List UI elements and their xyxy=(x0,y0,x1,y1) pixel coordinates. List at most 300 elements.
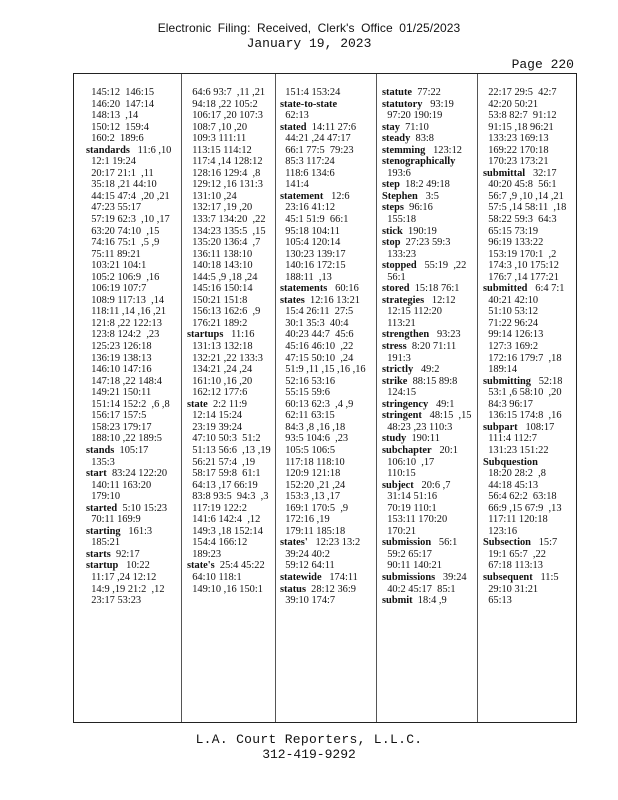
index-entry-line xyxy=(280,457,375,469)
page-line-refs: 153:19 170:1 ,2 xyxy=(483,248,557,260)
index-entry-line xyxy=(280,272,375,284)
index-entry xyxy=(382,480,476,492)
page-line-refs: 133:23 169:13 xyxy=(483,133,549,145)
index-entry xyxy=(483,283,575,295)
index-entry-line xyxy=(280,503,375,515)
index-headword: submittal xyxy=(483,167,526,179)
index-entry-line xyxy=(280,306,375,318)
index-entry-line xyxy=(86,514,180,526)
index-entry-line xyxy=(86,537,180,549)
index-entry-line xyxy=(280,433,375,445)
index-entry-line xyxy=(382,249,476,261)
page-line-refs: 59:12 64:11 xyxy=(280,560,335,572)
page-line-refs: 123:8 124:2 ,23 xyxy=(86,329,160,341)
index-entry-line xyxy=(382,584,476,596)
index-entry xyxy=(382,156,476,168)
index-entry-line xyxy=(280,133,375,145)
index-headword: strictly xyxy=(382,364,414,376)
index-entry xyxy=(382,399,476,411)
index-entry-line xyxy=(280,202,375,214)
index-entry-line xyxy=(483,237,575,249)
index-entry-line xyxy=(483,145,575,157)
page-line-refs: 51:10 53:12 xyxy=(483,306,539,318)
page-line-refs: 20:17 21:1 ,11 xyxy=(86,167,154,179)
page-line-refs: 74:16 75:1 ,5 ,9 xyxy=(86,237,160,249)
index-entry-line xyxy=(382,353,476,365)
index-entry xyxy=(382,537,476,549)
page-line-refs: 49:2 xyxy=(413,364,440,376)
page-line-refs: 176:21 189:2 xyxy=(187,317,248,329)
page-line-refs: 92:17 xyxy=(110,548,140,560)
index-headword: startups xyxy=(187,329,224,341)
index-headword: stored xyxy=(382,283,410,295)
index-entry-line xyxy=(187,457,275,469)
page-line-refs: 150:21 151:8 xyxy=(187,294,248,306)
page-line-refs: 11:5 xyxy=(532,571,559,583)
index-headword: statewide xyxy=(280,571,322,583)
index-headword: status xyxy=(280,583,306,595)
page-line-refs: 170:21 xyxy=(382,525,417,537)
page-line-refs: 30:1 35:3 40:4 xyxy=(280,317,349,329)
index-entry-line xyxy=(86,595,180,607)
index-entry-line xyxy=(483,549,575,561)
column-divider xyxy=(376,74,377,722)
index-entry-line xyxy=(483,202,575,214)
page-line-refs: 106:17 ,20 107:3 xyxy=(187,110,263,122)
page-line-refs: 56:21 57:4 ,19 xyxy=(187,456,256,468)
index-entry-line xyxy=(483,87,575,99)
index-entry-line xyxy=(280,410,375,422)
page-line-refs: 94:18 ,22 105:2 xyxy=(187,98,258,110)
index-frame xyxy=(73,73,577,723)
index-entry xyxy=(280,295,375,307)
page-line-refs: 52:18 xyxy=(530,375,563,387)
index-entry-line xyxy=(382,306,476,318)
index-entry-line xyxy=(187,99,275,111)
page-line-refs: 108:9 117:13 ,14 xyxy=(86,294,165,306)
page-line-refs: 19:1 65:7 ,22 xyxy=(483,548,546,560)
index-entry-line xyxy=(187,179,275,191)
page-line-refs: 83:24 122:20 xyxy=(106,468,168,480)
index-entry xyxy=(382,179,476,191)
index-entry-line xyxy=(483,433,575,445)
index-entry-line xyxy=(86,179,180,191)
page-line-refs: 151:4 153:24 xyxy=(280,87,341,98)
index-entry xyxy=(382,410,476,422)
page-line-refs: 117:4 ,14 128:12 xyxy=(187,156,263,168)
index-entry xyxy=(280,572,375,584)
page-line-refs: 51:9 ,11 ,15 ,16 ,16 xyxy=(280,364,366,376)
page-line-refs: 11:6 ,10 xyxy=(129,144,172,156)
page-line-refs: 59:2 65:17 xyxy=(382,548,432,560)
index-entry xyxy=(280,122,375,134)
index-headword: standards xyxy=(86,144,130,156)
page-line-refs: 179:11 185:18 xyxy=(280,525,346,537)
index-headword: stringent xyxy=(382,410,422,422)
page-line-refs: 140:11 163:20 xyxy=(86,479,152,491)
index-headword: stay xyxy=(382,121,400,133)
index-entry xyxy=(86,445,180,457)
index-headword: statute xyxy=(382,87,413,98)
page-line-refs: 52:16 53:16 xyxy=(280,375,336,387)
page-line-refs: 108:17 xyxy=(517,421,555,433)
page-line-refs: 109:3 111:11 xyxy=(187,133,247,145)
index-entry xyxy=(382,87,476,99)
index-entry-line xyxy=(280,110,375,122)
index-entry xyxy=(280,584,375,596)
column-divider xyxy=(181,74,182,722)
page-line-refs: 117:19 122:2 xyxy=(187,502,247,514)
index-entry-line xyxy=(280,376,375,388)
page-line-refs: 88:15 89:8 xyxy=(407,375,458,387)
index-entry-line xyxy=(86,341,180,353)
page-line-refs: 14:11 27:6 xyxy=(306,121,357,133)
index-entry xyxy=(483,572,575,584)
index-headword: subchapter xyxy=(382,444,432,456)
index-headword: Stephen xyxy=(382,190,418,202)
page-line-refs: 117:11 120:18 xyxy=(483,514,548,526)
index-entry xyxy=(483,457,575,469)
page-line-refs: 90:11 140:21 xyxy=(382,560,442,572)
page-line-refs: 158:23 179:17 xyxy=(86,421,152,433)
index-entry-line xyxy=(187,491,275,503)
index-entry-line xyxy=(483,122,575,134)
page-line-refs: 121:8 ,22 122:13 xyxy=(86,317,162,329)
page-line-refs: 12:12 xyxy=(424,294,456,306)
index-entry-line xyxy=(280,480,375,492)
page-line-refs: 188:10 ,22 189:5 xyxy=(86,433,162,445)
index-entry xyxy=(382,202,476,214)
index-entry-line xyxy=(187,549,275,561)
index-entry-line xyxy=(187,341,275,353)
index-entry xyxy=(86,145,180,157)
page-line-refs: 190:19 xyxy=(402,225,437,237)
page-line-refs: 66:9 ,15 67:9 ,13 xyxy=(483,502,562,514)
index-entry-line xyxy=(187,376,275,388)
page-line-refs: 62:11 63:15 xyxy=(280,410,335,422)
index-entry-line xyxy=(483,191,575,203)
page-line-refs: 63:20 74:10 ,15 xyxy=(86,225,160,237)
index-entry-line xyxy=(382,110,476,122)
page-line-refs: 12:15 112:20 xyxy=(382,306,442,318)
page-line-refs: 134:21 ,24 ,24 xyxy=(187,364,253,376)
page-line-refs: 172:16 179:7 ,18 xyxy=(483,352,562,364)
index-column-1 xyxy=(86,87,180,715)
index-entry xyxy=(382,145,476,157)
index-entry-line xyxy=(187,260,275,272)
page-line-refs: 75:11 89:21 xyxy=(86,248,141,260)
index-entry-line xyxy=(382,526,476,538)
page-line-refs: 131:10 ,24 xyxy=(187,190,237,202)
page-line-refs: 135:3 xyxy=(86,456,115,468)
index-entry-line xyxy=(483,156,575,168)
index-entry-line xyxy=(280,237,375,249)
page-line-refs: 105:5 106:5 xyxy=(280,444,336,456)
index-entry-line xyxy=(280,595,375,607)
page-line-refs: 169:22 170:18 xyxy=(483,144,549,156)
index-entry-line xyxy=(86,110,180,122)
page-line-refs: 65:13 xyxy=(483,595,512,607)
index-entry-line xyxy=(187,526,275,538)
index-entry-line xyxy=(187,503,275,515)
index-entry-line xyxy=(86,410,180,422)
page-line-refs: 15:7 xyxy=(530,537,558,549)
index-headword: step xyxy=(382,179,400,191)
index-entry-line xyxy=(483,468,575,480)
page-line-refs: 12:23 13:2 xyxy=(307,537,361,549)
page-line-refs: 31:14 51:16 xyxy=(382,491,438,503)
index-entry-line xyxy=(483,272,575,284)
index-entry-line xyxy=(187,480,275,492)
index-entry-line xyxy=(86,133,180,145)
index-entry xyxy=(382,99,476,111)
page-line-refs: 93:23 xyxy=(429,329,461,341)
index-entry-line xyxy=(86,295,180,307)
index-entry-line xyxy=(187,110,275,122)
index-entry-line xyxy=(187,445,275,457)
index-entry-line xyxy=(280,260,375,272)
page-line-refs: 20:1 xyxy=(431,444,458,456)
index-entry-line xyxy=(187,145,275,157)
index-headword: start xyxy=(86,468,107,480)
page-line-refs: 11:16 xyxy=(223,329,255,341)
page-number: Page 220 xyxy=(511,57,574,72)
index-entry xyxy=(382,226,476,238)
page-line-refs: 18:20 28:2 ,8 xyxy=(483,468,546,480)
index-entry-line xyxy=(187,572,275,584)
page-line-refs: 53:1 ,6 58:10 ,20 xyxy=(483,387,562,399)
page-line-refs: 71:22 96:24 xyxy=(483,317,539,329)
index-entry-line xyxy=(280,341,375,353)
page-line-refs: 44:15 47:4 ,20 ,21 xyxy=(86,190,170,202)
index-headword: stop xyxy=(382,237,401,249)
index-entry-line xyxy=(187,410,275,422)
index-entry-line xyxy=(280,445,375,457)
index-entry-line xyxy=(86,399,180,411)
page-line-refs: 113:21 xyxy=(382,317,416,329)
page-line-refs: 28:12 36:9 xyxy=(305,583,356,595)
page-line-refs: 39:24 xyxy=(435,571,467,583)
index-entry xyxy=(382,329,476,341)
page-line-refs: 11:17 ,24 12:12 xyxy=(86,571,157,583)
page-line-refs: 162:12 177:6 xyxy=(187,387,248,399)
index-headword: stick xyxy=(382,225,403,237)
index-entry xyxy=(86,468,180,480)
page-line-refs: 64:13 ,17 66:19 xyxy=(187,479,258,491)
index-entry xyxy=(382,133,476,145)
index-entry-line xyxy=(86,168,180,180)
page-line-refs: 57:5 ,14 58:11 ,18 xyxy=(483,202,567,214)
page-line-refs: 123:12 xyxy=(425,144,462,156)
index-entry xyxy=(382,341,476,353)
index-entry-line xyxy=(86,283,180,295)
index-entry-line xyxy=(382,168,476,180)
page-line-refs: 151:14 152:2 ,6 ,8 xyxy=(86,398,170,410)
index-entry-line xyxy=(382,387,476,399)
index-entry-line xyxy=(187,283,275,295)
index-entry-line xyxy=(86,422,180,434)
page-line-refs: 133:23 xyxy=(382,248,417,260)
index-entry-line xyxy=(86,329,180,341)
index-entry-line xyxy=(187,306,275,318)
page-line-refs: 47:15 50:10 ,24 xyxy=(280,352,354,364)
page-line-refs: 39:24 40:2 xyxy=(280,548,330,560)
index-entry-line xyxy=(280,560,375,572)
index-entry-line xyxy=(280,214,375,226)
page-line-refs: 5:10 15:23 xyxy=(117,502,168,514)
page-line-refs: 145:16 150:14 xyxy=(187,283,253,295)
index-entry xyxy=(382,445,476,457)
page-line-refs: 149:3 ,18 152:14 xyxy=(187,525,263,537)
index-entry-line xyxy=(86,572,180,584)
page-line-refs: 53:8 82:7 91:12 xyxy=(483,110,557,122)
index-entry-line xyxy=(280,329,375,341)
page-line-refs: 12:1 19:24 xyxy=(86,156,136,168)
page-line-refs: 147:18 ,22 148:4 xyxy=(86,375,162,387)
page-line-refs: 65:15 73:19 xyxy=(483,225,539,237)
index-entry-line xyxy=(483,249,575,261)
index-entry-line xyxy=(483,295,575,307)
index-headword: steady xyxy=(382,133,411,145)
page-line-refs: 44:18 45:13 xyxy=(483,479,539,491)
page-line-refs: 188:11 ,13 xyxy=(280,271,332,283)
index-entry-line xyxy=(187,433,275,445)
index-entry-line xyxy=(86,202,180,214)
page-line-refs: 60:16 xyxy=(327,283,359,295)
page-line-refs: 64:10 118:1 xyxy=(187,571,242,583)
page-line-refs: 103:21 104:1 xyxy=(86,260,147,272)
index-entry-line xyxy=(280,387,375,399)
index-entry-line xyxy=(483,410,575,422)
page-line-refs: 105:17 xyxy=(114,444,149,456)
index-entry-line xyxy=(483,387,575,399)
page-line-refs: 42:20 50:21 xyxy=(483,98,539,110)
index-entry-line xyxy=(86,272,180,284)
index-entry-line xyxy=(187,226,275,238)
index-entry-line xyxy=(280,87,375,99)
index-entry-line xyxy=(483,364,575,376)
page-line-refs: 127:3 169:2 xyxy=(483,341,539,353)
index-entry-line xyxy=(187,353,275,365)
page-line-refs: 136:15 174:8 ,16 xyxy=(483,410,562,422)
page-line-refs: 96:16 xyxy=(403,202,433,214)
page-line-refs: 136:19 138:13 xyxy=(86,352,152,364)
page-line-refs: 153:11 170:20 xyxy=(382,514,448,526)
index-entry xyxy=(483,537,575,549)
page-line-refs: 105:4 120:14 xyxy=(280,237,341,249)
index-entry-line xyxy=(280,422,375,434)
index-entry-line xyxy=(483,480,575,492)
index-entry-line xyxy=(483,399,575,411)
page-line-refs: 84:3 ,8 ,16 ,18 xyxy=(280,421,346,433)
index-headword: Subquestion xyxy=(483,456,538,468)
page-line-refs: 18:4 ,9 xyxy=(412,595,447,607)
index-entry-line xyxy=(187,168,275,180)
index-entry-line xyxy=(483,226,575,238)
index-entry-line xyxy=(483,491,575,503)
index-entry-line xyxy=(86,122,180,134)
page-line-refs: 51:13 56:6 ,13 ,19 xyxy=(187,444,271,456)
page-line-refs: 123:16 xyxy=(483,525,518,537)
index-entry-line xyxy=(86,353,180,365)
index-entry-line xyxy=(280,249,375,261)
page-line-refs: 176:7 ,14 177:21 xyxy=(483,271,559,283)
page-line-refs: 117:18 118:10 xyxy=(280,456,345,468)
index-headword: submission xyxy=(382,537,432,549)
page-line-refs: 85:3 117:24 xyxy=(280,156,335,168)
page-line-refs: 118:11 ,14 ,16 ,21 xyxy=(86,306,167,318)
page-line-refs: 120:9 121:18 xyxy=(280,468,341,480)
column-divider xyxy=(275,74,276,722)
index-entry-line xyxy=(187,514,275,526)
page-line-refs: 128:16 129:4 ,8 xyxy=(187,167,261,179)
page-line-refs: 77:22 xyxy=(412,87,441,98)
index-column-3 xyxy=(280,87,375,715)
page-line-refs: 23:16 41:12 xyxy=(280,202,336,214)
index-entry-line xyxy=(187,249,275,261)
index-headword: state xyxy=(187,398,208,410)
index-entry-line xyxy=(86,376,180,388)
index-headword: submissions xyxy=(382,571,436,583)
page-line-refs: 56:4 62:2 63:18 xyxy=(483,491,557,503)
index-headword: subsequent xyxy=(483,571,533,583)
index-entry-line xyxy=(280,526,375,538)
page-line-refs: 148:13 ,14 xyxy=(86,110,139,122)
index-entry-line xyxy=(483,179,575,191)
page-line-refs: 40:21 42:10 xyxy=(483,294,539,306)
page-line-refs: 12:6 xyxy=(323,190,350,202)
index-entry-line xyxy=(86,249,180,261)
page-line-refs: 105:2 106:9 ,16 xyxy=(86,271,160,283)
index-entry-line xyxy=(483,514,575,526)
index-headword: Subsection xyxy=(483,537,531,549)
page-line-refs: 132:17 ,19 ,20 xyxy=(187,202,253,214)
index-entry-line xyxy=(280,353,375,365)
index-column-4 xyxy=(382,87,476,715)
index-headword: startup xyxy=(86,560,119,572)
page-line-refs: 10:22 xyxy=(118,560,150,572)
page-line-refs: 174:11 xyxy=(321,571,358,583)
page-line-refs: 40:23 44:7 45:6 xyxy=(280,329,354,341)
index-entry xyxy=(86,526,180,538)
index-entry-line xyxy=(382,318,476,330)
page-line-refs: 174:3 ,10 175:12 xyxy=(483,260,559,272)
index-entry-line xyxy=(483,595,575,607)
page-line-refs: 124:15 xyxy=(382,387,417,399)
page-line-refs: 47:23 55:17 xyxy=(86,202,142,214)
index-entry-line xyxy=(483,260,575,272)
index-entry-line xyxy=(280,318,375,330)
index-entry xyxy=(382,295,476,307)
index-entry-line xyxy=(280,549,375,561)
page-line-refs: 132:21 ,22 133:3 xyxy=(187,352,263,364)
index-entry xyxy=(382,191,476,203)
index-entry-line xyxy=(86,364,180,376)
index-entry-line xyxy=(86,433,180,445)
page-line-refs: 44:21 ,24 47:17 xyxy=(280,133,351,145)
index-entry xyxy=(187,329,275,341)
page-line-refs: 83:8 93:5 94:3 ,3 xyxy=(187,491,269,503)
page-line-refs: 134:23 135:5 ,15 xyxy=(187,225,266,237)
page-line-refs: 67:18 113:13 xyxy=(483,560,543,572)
index-entry-line xyxy=(483,526,575,538)
page-line-refs: 62:13 xyxy=(280,110,309,122)
page-line-refs: 110:15 xyxy=(382,468,416,480)
page-line-refs: 71:10 xyxy=(399,121,429,133)
page-line-refs: 97:20 190:19 xyxy=(382,110,443,122)
page-line-refs: 23:17 53:23 xyxy=(86,595,142,607)
page-line-refs: 2:2 11:9 xyxy=(207,398,247,410)
